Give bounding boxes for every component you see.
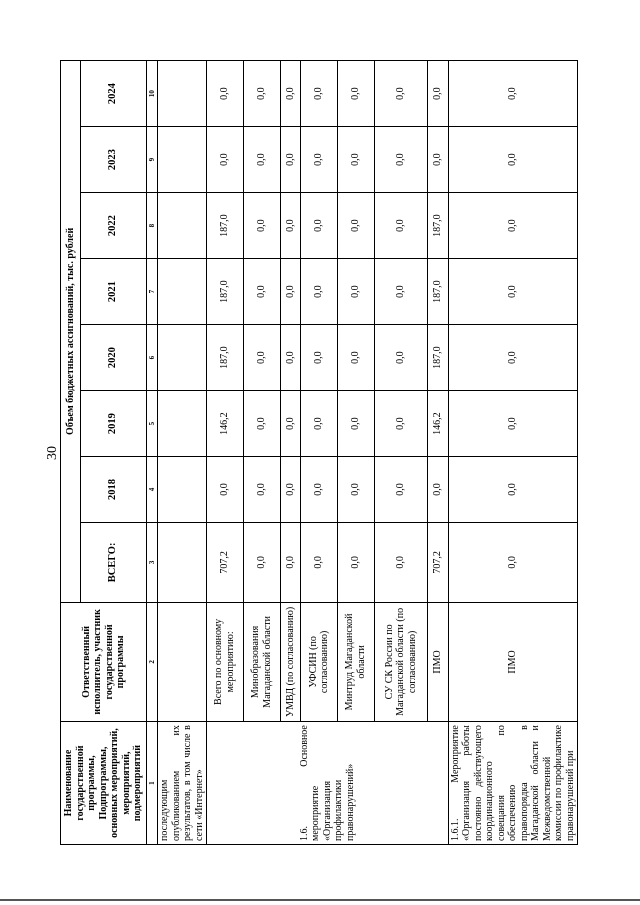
col-number: 6 bbox=[147, 325, 158, 391]
value-cell: 0,0 bbox=[243, 61, 280, 127]
header-name: Наименование государственной программы, Подпрограммы, основных мероприятий, мероприятий, подмероприятий bbox=[61, 722, 147, 845]
value-cell: 0,0 bbox=[280, 325, 301, 391]
value-cell: 0,0 bbox=[337, 127, 374, 193]
header-year-2019: 2019 bbox=[81, 391, 147, 457]
table-row bbox=[158, 61, 207, 845]
header-year-2024: 2024 bbox=[81, 61, 147, 127]
table-row bbox=[448, 61, 578, 845]
value-cell: 0,0 bbox=[301, 127, 338, 193]
value-cell: 707,2 bbox=[207, 523, 244, 603]
value-cell: 0,0 bbox=[448, 127, 578, 193]
value-cell: 0,0 bbox=[374, 523, 427, 603]
header-total: ВСЕГО: bbox=[81, 523, 147, 603]
col-number: 3 bbox=[147, 523, 158, 603]
executor-cell: Минтруд Магаданской области bbox=[337, 602, 374, 721]
executor-cell: УМВД (по согласованию) bbox=[280, 602, 301, 721]
value-cell: 0,0 bbox=[448, 325, 578, 391]
value-cell: 0,0 bbox=[374, 457, 427, 523]
col-number: 8 bbox=[147, 193, 158, 259]
value-cell: 0,0 bbox=[301, 523, 338, 603]
row-name: 1.6.1. Мероприятие «Организация работы постоянно действующего координационного совещания по обеспечению правопорядка в Магаданской области и Межведомственной комиссии по профилактике правонарушений при bbox=[448, 722, 578, 845]
value-cell: 0,0 bbox=[301, 391, 338, 457]
header-year-2020: 2020 bbox=[81, 325, 147, 391]
value-cell: 0,0 bbox=[301, 193, 338, 259]
header-year-2021: 2021 bbox=[81, 259, 147, 325]
page-bottom-rule bbox=[0, 899, 640, 901]
col-number: 4 bbox=[147, 457, 158, 523]
executor-cell: ПМО bbox=[427, 602, 448, 721]
value-cell: 0,0 bbox=[448, 193, 578, 259]
value-cell: 0,0 bbox=[374, 193, 427, 259]
row-name: последующим опубликованием их результатов, в том числе в сети «Интернет» bbox=[158, 722, 207, 845]
value-cell: 0,0 bbox=[374, 325, 427, 391]
col-number: 2 bbox=[147, 602, 158, 721]
value-cell: 0,0 bbox=[280, 523, 301, 603]
value-cell: 0,0 bbox=[243, 391, 280, 457]
value-cell: 0,0 bbox=[301, 457, 338, 523]
value-cell: 0,0 bbox=[374, 391, 427, 457]
value-cell: 0,0 bbox=[207, 61, 244, 127]
value-cell: 0,0 bbox=[448, 259, 578, 325]
value-cell: 707,2 bbox=[427, 523, 448, 603]
value-cell: 0,0 bbox=[448, 523, 578, 603]
col-number: 5 bbox=[147, 391, 158, 457]
value-cell: 0,0 bbox=[280, 61, 301, 127]
value-cell: 0,0 bbox=[427, 61, 448, 127]
value-cell: 0,0 bbox=[427, 127, 448, 193]
value-cell: 0,0 bbox=[448, 391, 578, 457]
table-row bbox=[207, 61, 244, 845]
executor-cell: УФСИН (по согласованию) bbox=[301, 602, 338, 721]
value-cell: 146,2 bbox=[427, 391, 448, 457]
value-cell: 0,0 bbox=[207, 127, 244, 193]
value-cell: 187,0 bbox=[207, 259, 244, 325]
page-number: 30 bbox=[45, 446, 60, 460]
budget-table bbox=[60, 60, 578, 845]
value-cell: 0,0 bbox=[301, 61, 338, 127]
value-cell: 0,0 bbox=[243, 193, 280, 259]
value-cell: 0,0 bbox=[337, 391, 374, 457]
value-cell: 0,0 bbox=[374, 259, 427, 325]
col-number: 10 bbox=[147, 61, 158, 127]
executor-cell: Всего по основному мероприятию: bbox=[207, 602, 244, 721]
col-number: 1 bbox=[147, 722, 158, 845]
value-cell: 0,0 bbox=[337, 259, 374, 325]
value-cell: 0,0 bbox=[243, 127, 280, 193]
header-year-2022: 2022 bbox=[81, 193, 147, 259]
col-number: 9 bbox=[147, 127, 158, 193]
header-executor: Ответственный исполнитель, участник государственной программы bbox=[61, 602, 147, 721]
value-cell: 0,0 bbox=[243, 457, 280, 523]
budget-table-container bbox=[60, 60, 578, 845]
header-year-2023: 2023 bbox=[81, 127, 147, 193]
header-budget: Объем бюджетных ассигнований, тыс. рублей bbox=[61, 61, 81, 603]
value-cell: 0,0 bbox=[280, 193, 301, 259]
value-cell: 146,2 bbox=[207, 391, 244, 457]
value-cell: 0,0 bbox=[374, 127, 427, 193]
executor-cell: Минобразования Магаданской области bbox=[243, 602, 280, 721]
value-cell: 0,0 bbox=[280, 457, 301, 523]
value-cell: 0,0 bbox=[448, 457, 578, 523]
value-cell: 0,0 bbox=[337, 325, 374, 391]
value-cell: 0,0 bbox=[337, 193, 374, 259]
value-cell: 0,0 bbox=[243, 259, 280, 325]
executor-cell: ПМО bbox=[448, 602, 578, 721]
value-cell: 187,0 bbox=[427, 259, 448, 325]
value-cell: 0,0 bbox=[207, 457, 244, 523]
value-cell: 187,0 bbox=[427, 193, 448, 259]
value-cell: 187,0 bbox=[427, 325, 448, 391]
value-cell: 0,0 bbox=[280, 127, 301, 193]
header-year-2018: 2018 bbox=[81, 457, 147, 523]
col-number: 7 bbox=[147, 259, 158, 325]
value-cell: 187,0 bbox=[207, 325, 244, 391]
value-cell: 0,0 bbox=[280, 391, 301, 457]
row-name: 1.6. Основное мероприятие «Организация профилактики правонарушений» bbox=[207, 722, 449, 845]
value-cell: 0,0 bbox=[427, 457, 448, 523]
value-cell: 0,0 bbox=[301, 325, 338, 391]
value-cell: 0,0 bbox=[280, 259, 301, 325]
value-cell: 187,0 bbox=[207, 193, 244, 259]
executor-cell: СУ СК России по Магаданской области (по согласованию) bbox=[374, 602, 427, 721]
value-cell: 0,0 bbox=[337, 523, 374, 603]
value-cell: 0,0 bbox=[337, 61, 374, 127]
value-cell: 0,0 bbox=[374, 61, 427, 127]
value-cell: 0,0 bbox=[337, 457, 374, 523]
value-cell: 0,0 bbox=[243, 325, 280, 391]
value-cell: 0,0 bbox=[301, 259, 338, 325]
value-cell: 0,0 bbox=[243, 523, 280, 603]
value-cell: 0,0 bbox=[448, 61, 578, 127]
